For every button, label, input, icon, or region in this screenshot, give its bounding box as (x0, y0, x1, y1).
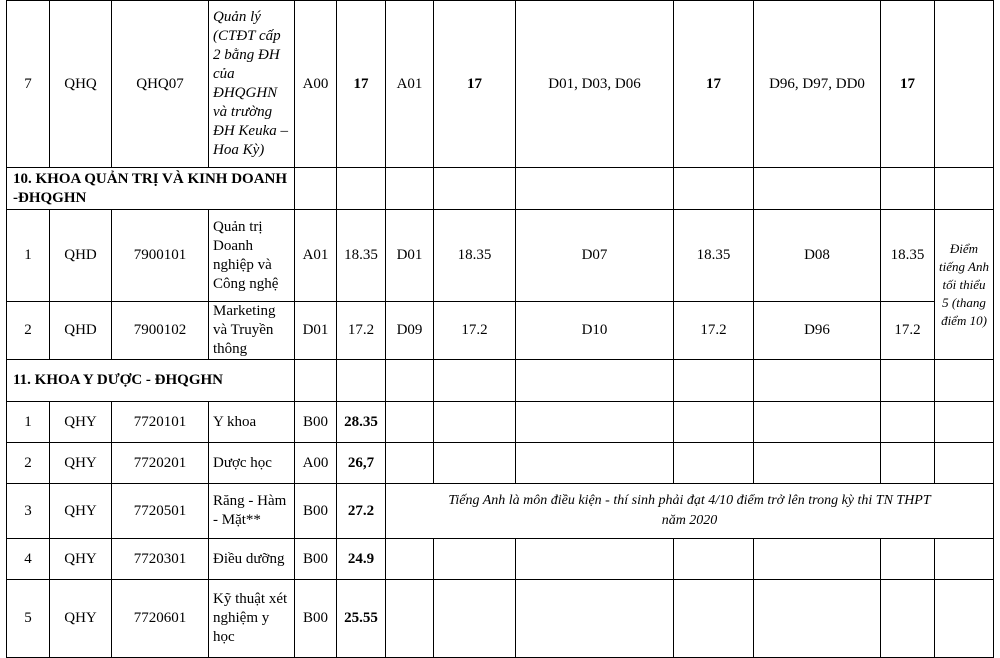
table-row (7, 539, 994, 580)
table-row (7, 402, 994, 443)
score-1-cell: 18.35 (337, 210, 386, 302)
empty-cell (295, 168, 337, 210)
table-row (7, 302, 994, 360)
school-code-cell: QHY (50, 402, 112, 443)
table-row (7, 1, 994, 168)
empty-cell (935, 168, 994, 210)
empty-cell (386, 168, 434, 210)
combo-4-cell: D96, D97, DD0 (754, 1, 881, 168)
combo-3-cell: D10 (516, 302, 674, 360)
stt-cell: 7 (7, 1, 50, 168)
empty-cell (386, 443, 434, 484)
stt-cell: 2 (7, 302, 50, 360)
empty-cell (881, 402, 935, 443)
empty-cell (516, 443, 674, 484)
empty-cell (434, 360, 516, 402)
empty-cell (434, 580, 516, 658)
major-name-cell: Răng - Hàm - Mặt** (209, 484, 295, 539)
major-code-cell: 7720601 (112, 580, 209, 658)
empty-cell (674, 443, 754, 484)
school-code-cell: QHY (50, 443, 112, 484)
empty-cell (434, 168, 516, 210)
score-1-cell: 17.2 (337, 302, 386, 360)
major-name-cell: Điều dưỡng (209, 539, 295, 580)
empty-cell (881, 360, 935, 402)
score-4-cell: 18.35 (881, 210, 935, 302)
stt-cell: 4 (7, 539, 50, 580)
table-row (7, 210, 994, 302)
empty-cell (516, 580, 674, 658)
combo-2-cell: D01 (386, 210, 434, 302)
empty-cell (881, 539, 935, 580)
section-title: 10. KHOA QUẢN TRỊ VÀ KINH DOANH -ĐHQGHN (7, 168, 295, 210)
school-code-cell: QHY (50, 580, 112, 658)
empty-cell (434, 402, 516, 443)
score-2-cell: 17.2 (434, 302, 516, 360)
empty-cell (516, 360, 674, 402)
empty-cell (935, 539, 994, 580)
combo-1-cell: A00 (295, 1, 337, 168)
empty-cell (386, 539, 434, 580)
table-row (7, 484, 994, 539)
combo-4-cell: D96 (754, 302, 881, 360)
combo-3-cell: D07 (516, 210, 674, 302)
combo-4-cell: D08 (754, 210, 881, 302)
section-row (7, 168, 994, 210)
major-code-cell: 7720501 (112, 484, 209, 539)
table-row (7, 580, 994, 658)
empty-cell (754, 539, 881, 580)
empty-cell (674, 168, 754, 210)
score-3-cell: 18.35 (674, 210, 754, 302)
empty-cell (881, 580, 935, 658)
empty-cell (935, 443, 994, 484)
score-1-cell: 26,7 (337, 443, 386, 484)
score-2-cell: 18.35 (434, 210, 516, 302)
empty-cell (295, 360, 337, 402)
score-1-cell: 25.55 (337, 580, 386, 658)
note-cell (935, 1, 994, 168)
empty-cell (935, 580, 994, 658)
empty-cell (516, 539, 674, 580)
major-name-cell: Quản trị Doanh nghiệp và Công nghệ (209, 210, 295, 302)
major-code-cell: QHQ07 (112, 1, 209, 168)
admission-score-table (6, 0, 994, 658)
stt-cell: 1 (7, 402, 50, 443)
empty-cell (754, 443, 881, 484)
stt-cell: 2 (7, 443, 50, 484)
major-code-cell: 7720201 (112, 443, 209, 484)
score-1-cell: 27.2 (337, 484, 386, 539)
empty-cell (386, 402, 434, 443)
combo-1-cell: B00 (295, 539, 337, 580)
empty-cell (386, 360, 434, 402)
empty-cell (674, 539, 754, 580)
major-name-cell: Y khoa (209, 402, 295, 443)
combo-2-cell: A01 (386, 1, 434, 168)
major-name-cell: Dược học (209, 443, 295, 484)
section-title: 11. KHOA Y DƯỢC - ĐHQGHN (7, 360, 295, 402)
empty-cell (674, 360, 754, 402)
major-code-cell: 7900101 (112, 210, 209, 302)
section-row (7, 360, 994, 402)
score-4-cell: 17 (881, 1, 935, 168)
score-2-cell: 17 (434, 1, 516, 168)
score-4-cell: 17.2 (881, 302, 935, 360)
empty-cell (881, 168, 935, 210)
score-1-cell: 28.35 (337, 402, 386, 443)
combo-1-cell: A00 (295, 443, 337, 484)
empty-cell (935, 360, 994, 402)
empty-cell (754, 580, 881, 658)
empty-cell (337, 168, 386, 210)
table-row (7, 443, 994, 484)
score-1-cell: 17 (337, 1, 386, 168)
combo-3-cell: D01, D03, D06 (516, 1, 674, 168)
combo-1-cell: B00 (295, 402, 337, 443)
empty-cell (881, 443, 935, 484)
empty-cell (516, 402, 674, 443)
combo-1-cell: D01 (295, 302, 337, 360)
empty-cell (674, 580, 754, 658)
major-name-cell: Marketing và Truyền thông (209, 302, 295, 360)
school-code-cell: QHD (50, 302, 112, 360)
major-code-cell: 7900102 (112, 302, 209, 360)
combo-2-cell: D09 (386, 302, 434, 360)
score-3-cell: 17 (674, 1, 754, 168)
stt-cell: 5 (7, 580, 50, 658)
major-code-cell: 7720101 (112, 402, 209, 443)
empty-cell (337, 360, 386, 402)
empty-cell (935, 402, 994, 443)
note-cell: Điểm tiếng Anh tối thiểu 5 (thang điểm 10) (935, 210, 994, 360)
school-code-cell: QHY (50, 539, 112, 580)
empty-cell (754, 168, 881, 210)
school-code-cell: QHY (50, 484, 112, 539)
score-1-cell: 24.9 (337, 539, 386, 580)
score-3-cell: 17.2 (674, 302, 754, 360)
empty-cell (754, 402, 881, 443)
combo-1-cell: B00 (295, 484, 337, 539)
empty-cell (434, 443, 516, 484)
major-name-cell: Kỹ thuật xét nghiệm y học (209, 580, 295, 658)
major-code-cell: 7720301 (112, 539, 209, 580)
combo-1-cell: B00 (295, 580, 337, 658)
combo-1-cell: A01 (295, 210, 337, 302)
stt-cell: 3 (7, 484, 50, 539)
school-code-cell: QHQ (50, 1, 112, 168)
empty-cell (386, 580, 434, 658)
empty-cell (674, 402, 754, 443)
stt-cell: 1 (7, 210, 50, 302)
major-name-cell: Quản lý (CTĐT cấp 2 bằng ĐH của ĐHQGHN và trường ĐH Keuka – Hoa Kỳ) (209, 1, 295, 168)
school-code-cell: QHD (50, 210, 112, 302)
empty-cell (516, 168, 674, 210)
condition-note: Tiếng Anh là môn điều kiện - thí sinh phải đạt 4/10 điểm trở lên trong kỳ thi TN THPT năm 2020 (386, 484, 994, 539)
empty-cell (434, 539, 516, 580)
empty-cell (754, 360, 881, 402)
